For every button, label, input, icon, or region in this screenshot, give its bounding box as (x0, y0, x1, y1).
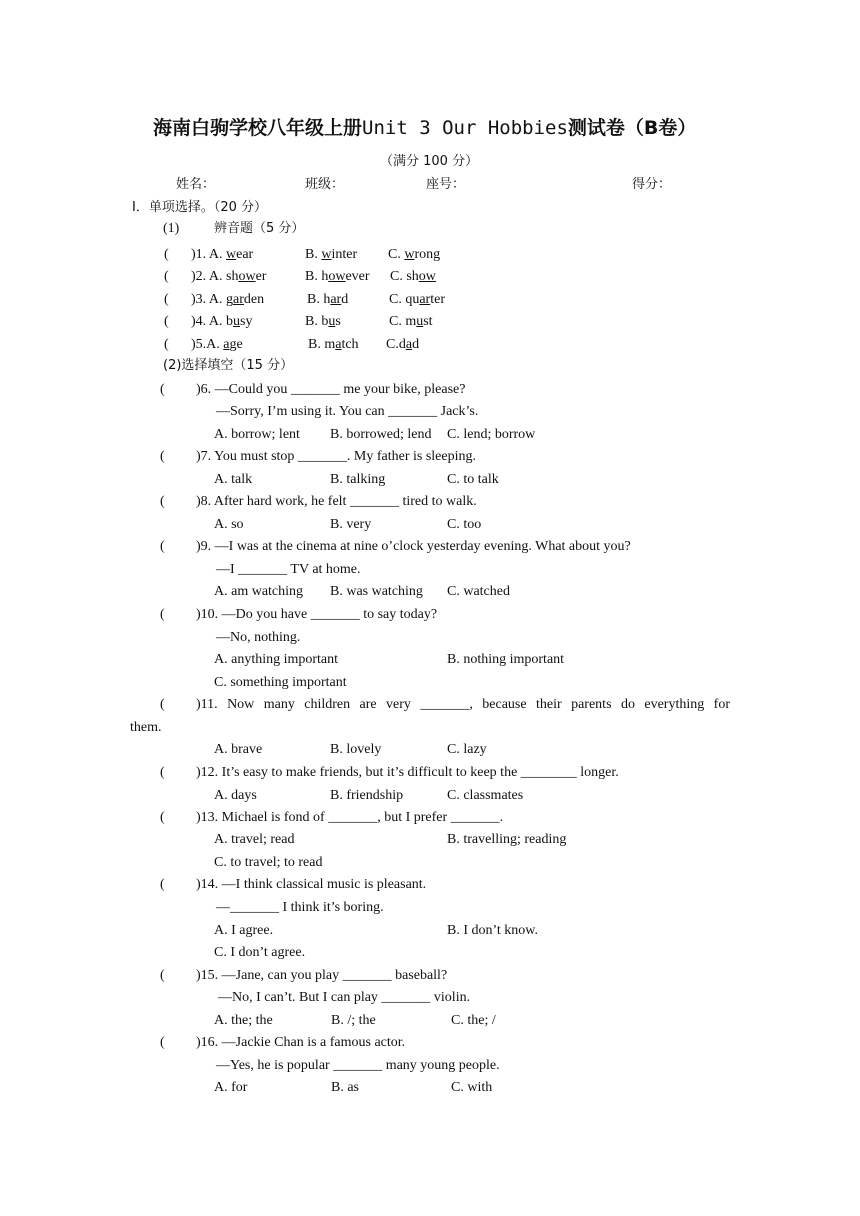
underlined-letters: u (233, 314, 240, 329)
answer-paren: ( (160, 494, 165, 509)
option-a: A. for (214, 1080, 248, 1095)
word-part: d (412, 337, 420, 352)
question-13-stem: )13. Michael is fond of _______, but I prefer _______. (196, 810, 504, 825)
word-part: den (243, 292, 265, 307)
option-letter: B. (305, 314, 322, 329)
title-unit: Unit 3 Our Hobbies (362, 117, 568, 139)
option-a: A. travel; read (214, 832, 295, 847)
option-b: B. borrowed; lend (330, 427, 432, 442)
word-part: rong (414, 247, 441, 262)
option-a: A. I agree. (214, 923, 274, 938)
underlined-letters: ar (419, 292, 431, 307)
option-c: C. classmates (447, 788, 524, 803)
option-a: A. anything important (214, 652, 339, 667)
question-number: )2. A. (191, 269, 226, 284)
answer-paren: ( (164, 314, 169, 329)
option-letter: C. (390, 269, 407, 284)
option-c: C. to travel; to read (214, 855, 323, 870)
option-c: C. something important (214, 675, 347, 690)
option-letter: B. (305, 247, 322, 262)
word-part: m (324, 337, 336, 352)
word-part: ter (430, 292, 445, 307)
phonics-option-b (305, 313, 341, 331)
score-label: 得分： (632, 177, 672, 192)
phonics-option-a (191, 313, 252, 331)
phonics-option-a (191, 246, 253, 264)
question-number: )5.A. (191, 337, 224, 352)
question-number: )1. A. (191, 247, 226, 262)
word-part: ge (229, 337, 243, 352)
word-part: h (321, 269, 329, 284)
word-part: sh (406, 269, 419, 284)
option-letter: B. (308, 337, 325, 352)
question-7-stem: )7. You must stop _______. My father is sleeping. (196, 449, 476, 464)
underlined-letters: ar (233, 292, 244, 307)
word-part: sh (226, 269, 239, 284)
question-10-line2: —No, nothing. (216, 630, 301, 645)
phonics-option-b (305, 246, 357, 264)
title-prefix: 海南白驹学校八年级上册 (153, 117, 363, 139)
seat-label: 座号： (426, 177, 466, 192)
question-9-line2: —I _______ TV at home. (216, 562, 361, 577)
question-10-stem: )10. —Do you have _______ to say today? (196, 607, 438, 622)
answer-paren: ( (160, 539, 165, 554)
title-suffix: 测试卷（B卷） (567, 117, 697, 139)
word-part: s (335, 314, 341, 329)
option-c: C. I don’t agree. (214, 945, 306, 960)
option-c: C. the; / (451, 1013, 496, 1028)
option-b: B. friendship (330, 788, 404, 803)
answer-paren: ( (164, 337, 169, 352)
section-heading: Ⅰ．单项选择。（20 分） (132, 200, 268, 215)
question-14-line2: —_______ I think it’s boring. (216, 900, 384, 915)
word-part: b (321, 314, 329, 329)
answer-paren: ( (160, 765, 165, 780)
option-c: C. lend; borrow (447, 427, 536, 442)
option-letter: C. (389, 314, 406, 329)
question-6-stem: )6. —Could you _______ me your bike, please? (196, 382, 466, 397)
underlined-letters: ar (330, 292, 342, 307)
phonics-option-b (308, 336, 359, 354)
option-b: B. travelling; reading (447, 832, 567, 847)
word-part: tch (341, 337, 359, 352)
answer-paren: ( (164, 247, 169, 262)
word-part: inter (331, 247, 358, 262)
answer-paren: ( (164, 269, 169, 284)
option-a: A. talk (214, 472, 253, 487)
option-b: B. lovely (330, 742, 382, 757)
phonics-option-b (307, 291, 348, 309)
question-16-line2: —Yes, he is popular _______ many young people. (216, 1058, 500, 1073)
answer-paren: ( (160, 1035, 165, 1050)
question-number: )3. A. (191, 292, 226, 307)
answer-paren: ( (160, 607, 165, 622)
word-part: b (226, 314, 233, 329)
option-c: C. to talk (447, 472, 499, 487)
phonics-option-c (390, 268, 436, 286)
word-part: st (423, 314, 433, 329)
option-b: B. was watching (330, 584, 423, 599)
word-part: ever (345, 269, 370, 284)
option-b: B. nothing important (447, 652, 565, 667)
option-c: C. watched (447, 584, 510, 599)
answer-paren: ( (160, 968, 165, 983)
option-letter: B. (305, 269, 322, 284)
phonics-option-a (191, 291, 264, 309)
option-a: A. borrow; lent (214, 427, 300, 442)
underlined-letters: a (405, 337, 413, 352)
word-part: m (405, 314, 417, 329)
option-a: A. so (214, 517, 244, 532)
question-16-stem: )16. —Jackie Chan is a famous actor. (196, 1035, 406, 1050)
answer-paren: ( (160, 382, 165, 397)
option-a: A. brave (214, 742, 263, 757)
option-c: C. with (451, 1080, 493, 1095)
question-6-line2: —Sorry, I’m using it. You can _______ Jack’s. (216, 404, 479, 419)
underlined-letters: a (335, 337, 342, 352)
option-b: B. I don’t know. (447, 923, 538, 938)
word-part: ear (236, 247, 254, 262)
option-b: B. as (331, 1080, 359, 1095)
question-number: )4. A. (191, 314, 226, 329)
question-15-line2: —No, I can’t. But I can play _______ violin. (218, 990, 471, 1005)
answer-paren: ( (160, 449, 165, 464)
question-15-stem: )15. —Jane, can you play _______ baseball? (196, 968, 448, 983)
option-a: A. days (214, 788, 257, 803)
underlined-letters: w (404, 247, 415, 262)
underlined-letters: u (328, 314, 336, 329)
option-a: A. the; the (214, 1013, 273, 1028)
option-c: C. too (447, 517, 482, 532)
phonics-option-b (305, 268, 370, 286)
page-title (153, 116, 696, 140)
part1-number: (1) (163, 221, 180, 236)
answer-paren: ( (160, 697, 165, 712)
underlined-letters: ow (328, 269, 346, 284)
question-12-stem: )12. It’s easy to make friends, but it’s difficult to keep the ________ longer. (196, 765, 619, 780)
name-label: 姓名： (176, 177, 216, 192)
phonics-option-c (388, 246, 440, 264)
word-part: er (255, 269, 267, 284)
option-letter: C. (386, 337, 399, 352)
option-b: B. /; the (331, 1013, 376, 1028)
class-label: 班级： (305, 177, 345, 192)
option-c: C. lazy (447, 742, 487, 757)
question-14-stem: )14. —I think classical music is pleasant. (196, 877, 427, 892)
word-part: g (226, 292, 233, 307)
underlined-letters: ow (238, 269, 256, 284)
word-part: d (398, 337, 406, 352)
option-letter: C. (389, 292, 406, 307)
word-part: qu (405, 292, 420, 307)
option-b: B. very (330, 517, 372, 532)
phonics-option-c (389, 291, 445, 309)
underlined-letters: w (226, 247, 237, 262)
question-8-stem: )8. After hard work, he felt _______ tired to walk. (196, 494, 477, 509)
phonics-option-c (389, 313, 433, 331)
word-part: d (341, 292, 349, 307)
answer-paren: ( (160, 810, 165, 825)
question-9-stem: )9. —I was at the cinema at nine o’clock yesterday evening. What about you? (196, 539, 631, 554)
option-b: B. talking (330, 472, 386, 487)
word-part: h (323, 292, 331, 307)
underlined-letters: w (321, 247, 332, 262)
word-part: sy (240, 314, 253, 329)
phonics-option-a (191, 336, 243, 354)
option-letter: B. (307, 292, 324, 307)
score-note: （满分 100 分） (380, 154, 479, 169)
option-a: A. am watching (214, 584, 304, 599)
underlined-letters: a (223, 337, 230, 352)
phonics-option-c (386, 336, 419, 354)
option-letter: C. (388, 247, 405, 262)
answer-paren: ( (160, 877, 165, 892)
underlined-letters: ow (418, 269, 436, 284)
answer-paren: ( (164, 292, 169, 307)
phonics-option-a (191, 268, 266, 286)
question-11-stem-cont: them. (130, 720, 162, 735)
question-11-stem: )11. Now many children are very _______, because their parents do everything for (196, 697, 730, 712)
part2-title: (2)选择填空（15 分） (163, 358, 294, 373)
part1-title: 辨音题（5 分） (214, 221, 305, 236)
underlined-letters: u (416, 314, 424, 329)
